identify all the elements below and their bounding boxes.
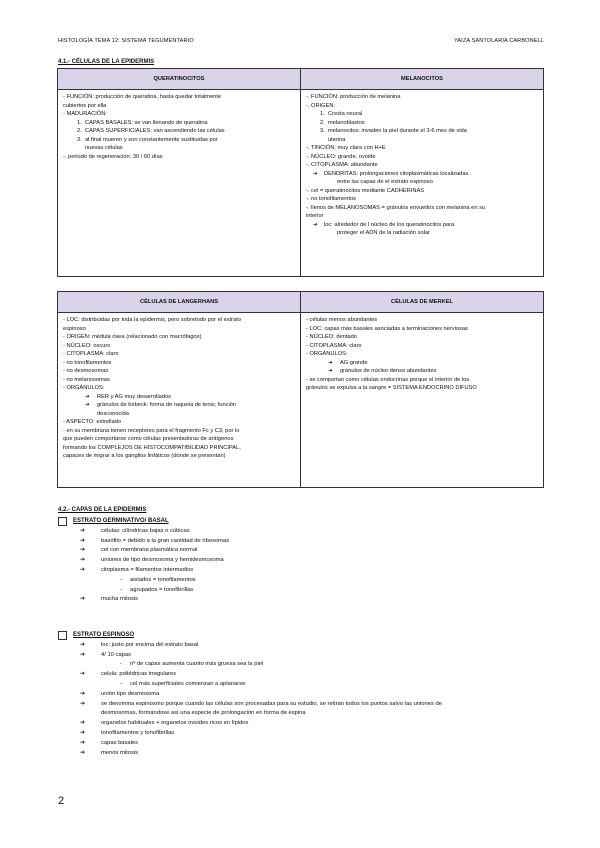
text-line: -. cel = queratinocitos mediante CADHERINAS	[306, 187, 425, 194]
list-item: ➔ unión tipo desmosoma	[58, 690, 548, 700]
text-line: desconocida	[97, 410, 129, 417]
arrow-icon: ➔	[80, 720, 85, 727]
list-item: 2. melanoblastos	[320, 119, 365, 126]
sub-item: - nº de capas aumenta cuanto más gruesa sea la piel	[120, 661, 264, 668]
header-langerhans: CÉLULAS DE LANGERHANS	[58, 292, 301, 313]
arrow-icon: ➔	[80, 596, 85, 603]
header-left: HISTOLOGÍA TEMA 12: SISTEMA TEGUMENTARIO	[58, 38, 194, 44]
spinous-title: ESTRATO ESPINOSO	[58, 631, 548, 641]
text-line: proteger el ADN de la radiación solar	[337, 230, 430, 236]
text-line: -. periodo de regeneración: 30 / 60 días	[63, 153, 163, 160]
list-item: ➔ loc: justo por encima del estrato basal	[58, 641, 548, 651]
text-line: - en su membrana tienen receptores para el fragmento Fc y C3, por lo	[63, 427, 240, 434]
text-line: - CITOPLASMA: claro	[306, 342, 362, 349]
arrow-icon: ➔	[80, 700, 85, 707]
text-line: - no desmosomas	[63, 368, 109, 374]
text-line: - NÚCLEO: oscuro	[63, 342, 111, 349]
header-merkel: CÉLULAS DE MERKEL	[301, 292, 544, 313]
arrow-icon: ➔	[313, 170, 318, 177]
text-line: - NÚCLEO: dentado	[306, 334, 357, 340]
text-line: - LOC: capas más basales asociadas a terminaciones nerviosas	[306, 325, 468, 332]
text-line: -. llenos de MELANOSOMAS = gránulos envueltos con melanina en su	[306, 204, 486, 211]
text-line: entre las capas de el estrato espinoso	[337, 179, 433, 185]
sub-item: - aislados = tonofilamentos	[120, 576, 196, 583]
arrow-item: ➔ RER y AG muy desarrollados	[85, 393, 171, 400]
list-item: 3. melanocitos: invaden la piel durante el 3-6 mes de vida	[320, 128, 467, 134]
arrow-item: ➔ DENDRITAS: prolongaciones citoplasmáticas localizadas	[313, 170, 469, 177]
list-item: ➔ 4/ 10 capas	[58, 651, 548, 661]
arrow-icon: ➔	[80, 690, 85, 697]
text-line: - ORGÁNULOS:	[306, 351, 348, 357]
text-line: -. ORIGEN:	[306, 102, 336, 109]
text-line: -. CITOPLASMA: abundante	[306, 162, 378, 168]
text-line: - ORIGEN: médula ósea (relacionado con macrófagos)	[63, 334, 202, 340]
arrow-icon: ➔	[80, 557, 85, 564]
arrow-icon: ➔	[80, 749, 85, 756]
text-line: - se comportan como células endocrinas porque el interior de los	[306, 376, 470, 383]
text-line: formando los COMPLEJOS DE HISTOCOMPATIBILIDAD PRINCIPAL,	[63, 444, 241, 451]
sub-item: - cel más superficiales comienzan a aplanarse	[120, 680, 246, 687]
text-line: capaces de migrar a los ganglios linfáticos (donde se presentan)	[63, 453, 226, 459]
arrow-icon: ➔	[80, 729, 85, 736]
list-item: ➔ tonofilamentos y tonofibrillas	[58, 729, 548, 739]
text-line: uterina	[328, 136, 346, 143]
text-line: gránulos se expulsa a la sangre = SISTEMA ENDOCRINO DIFUSO	[306, 385, 477, 391]
list-item: ➔ celula: poliédricas irregulares	[58, 670, 548, 680]
list-item: 1. CAPAS BASALES: se van llenando de queratina	[77, 119, 208, 126]
arrow-item: ➔ loc: alrededor de l núcleo de los queratinocitos para	[313, 221, 455, 228]
arrow-icon: ➔	[85, 402, 90, 408]
arrow-icon: ➔	[80, 527, 85, 534]
text-line: desmosomas, formándose así una especie de prolongación en forma de espina	[101, 710, 306, 717]
section-title-layers: 4.2.- CAPAS DE LA EPIDERMIS	[58, 507, 147, 513]
merkel-cell	[301, 313, 544, 488]
list-item: ➔ menos mitosis	[58, 749, 548, 759]
arrow-icon: ➔	[328, 359, 333, 366]
checkbox-icon	[58, 631, 67, 640]
header-keratinocytes: QUERATINOCITOS	[58, 69, 301, 90]
langerhans-cell	[58, 313, 301, 488]
list-item: ➔ uniones de tipo desmosoma y hemidesmosoma	[58, 556, 548, 566]
text-line: - no tonofilamentos	[63, 359, 112, 366]
list-item: ➔ basófilo = debido a la gran cantidad de ribosomas	[58, 537, 548, 547]
arrow-icon: ➔	[85, 393, 90, 400]
text-line: nuevas células	[85, 145, 123, 151]
arrow-icon: ➔	[80, 671, 85, 678]
list-item: ➔ citoplasma = filamentos intermedios	[58, 566, 548, 576]
arrow-icon: ➔	[80, 566, 85, 573]
text-line: - ORGÁNULOS:	[63, 385, 105, 391]
arrow-item: ➔ gránulos de núcleo denso abundantes	[328, 368, 437, 374]
text-line: espinoso	[63, 325, 86, 332]
list-item: 2. CAPAS SUPERFICIALES: van ascendiendo las células	[77, 128, 225, 134]
cells-table-1	[57, 68, 544, 277]
text-line: -. TINCIÓN: muy clara con H+E	[306, 145, 386, 151]
text-line: - CITOPLASMA: claro	[63, 351, 119, 357]
header-melanocytes: MELANOCITOS	[301, 69, 544, 90]
page-number: 2	[58, 795, 65, 807]
text-line: - células menos abundantes	[306, 317, 378, 323]
arrow-icon: ➔	[80, 739, 85, 746]
arrow-icon: ➔	[80, 537, 85, 544]
text-line: - no melanosomas	[63, 376, 110, 383]
keratinocytes-cell	[58, 90, 301, 277]
cells-table-2	[57, 291, 544, 488]
list-item: ➔ células: cilíndricas bajas o cúbicas	[58, 527, 548, 537]
arrow-icon: ➔	[313, 221, 318, 228]
arrow-icon: ➔	[328, 368, 333, 374]
header-right: YAIZA SANTOLARIA CARBONELL	[453, 38, 544, 44]
sub-item: - agrupados = tonofibrillas	[120, 586, 194, 593]
melanocytes-cell	[301, 90, 544, 277]
text-line: - ASPECTO: estrellado	[63, 419, 122, 425]
text-line: interior	[306, 213, 324, 219]
list-item: ➔ cel con membrana plasmática normal	[58, 546, 548, 556]
list-item: 1. Cresta neural	[320, 111, 363, 117]
list-item: ➔ capas basales	[58, 739, 548, 749]
basal-title: ESTRATO GERMINATIVO/ BASAL	[58, 517, 548, 527]
list-item: ➔ se denomina espinosmo porque cuando las células son procesadas para su estudio, se retiran todos los puntos salvo las uniones de	[58, 700, 548, 710]
arrow-icon: ➔	[80, 651, 85, 658]
list-item: ➔ organelos habituales + organelos ovoides ricos en lípidos	[58, 719, 548, 729]
text-line: -. FUNCIÓN: producción de melanina	[306, 94, 401, 100]
list-item: ➔ mucha mitosis	[58, 595, 548, 605]
arrow-icon: ➔	[80, 547, 85, 554]
text-line: - FUNCIÓN: producción de queratina, hasta quedar totalmente	[63, 94, 222, 100]
spinous-layer-section	[58, 631, 548, 758]
section-title-cells: 4.1.- CÉLULAS DE LA EPIDERMIS	[58, 59, 155, 65]
arrow-item: ➔ AG grande	[328, 359, 368, 366]
text-line: que pueden comportarse como células presentadoras de antígenos	[63, 436, 234, 442]
text-line: cubiertos por ella	[63, 102, 107, 109]
basal-layer-section	[58, 517, 548, 605]
arrow-icon: ➔	[80, 641, 85, 648]
text-line: - LOC: distribuidas por toda la epidermis, pero sobretodo por el estrato	[63, 317, 241, 323]
text-line: -. NÚCLEO: grande, ovoide	[306, 153, 376, 160]
list-item: 3. al final mueren y son constantemente sustituidas por	[77, 136, 218, 143]
text-line: -. no tonofilamentos	[306, 196, 356, 202]
arrow-item: ➔ gránulos de birbeck: forma de raqueta de tenis; función	[85, 402, 237, 408]
checkbox-icon	[58, 517, 67, 526]
text-line: - MADURACIÓN:	[63, 111, 107, 117]
